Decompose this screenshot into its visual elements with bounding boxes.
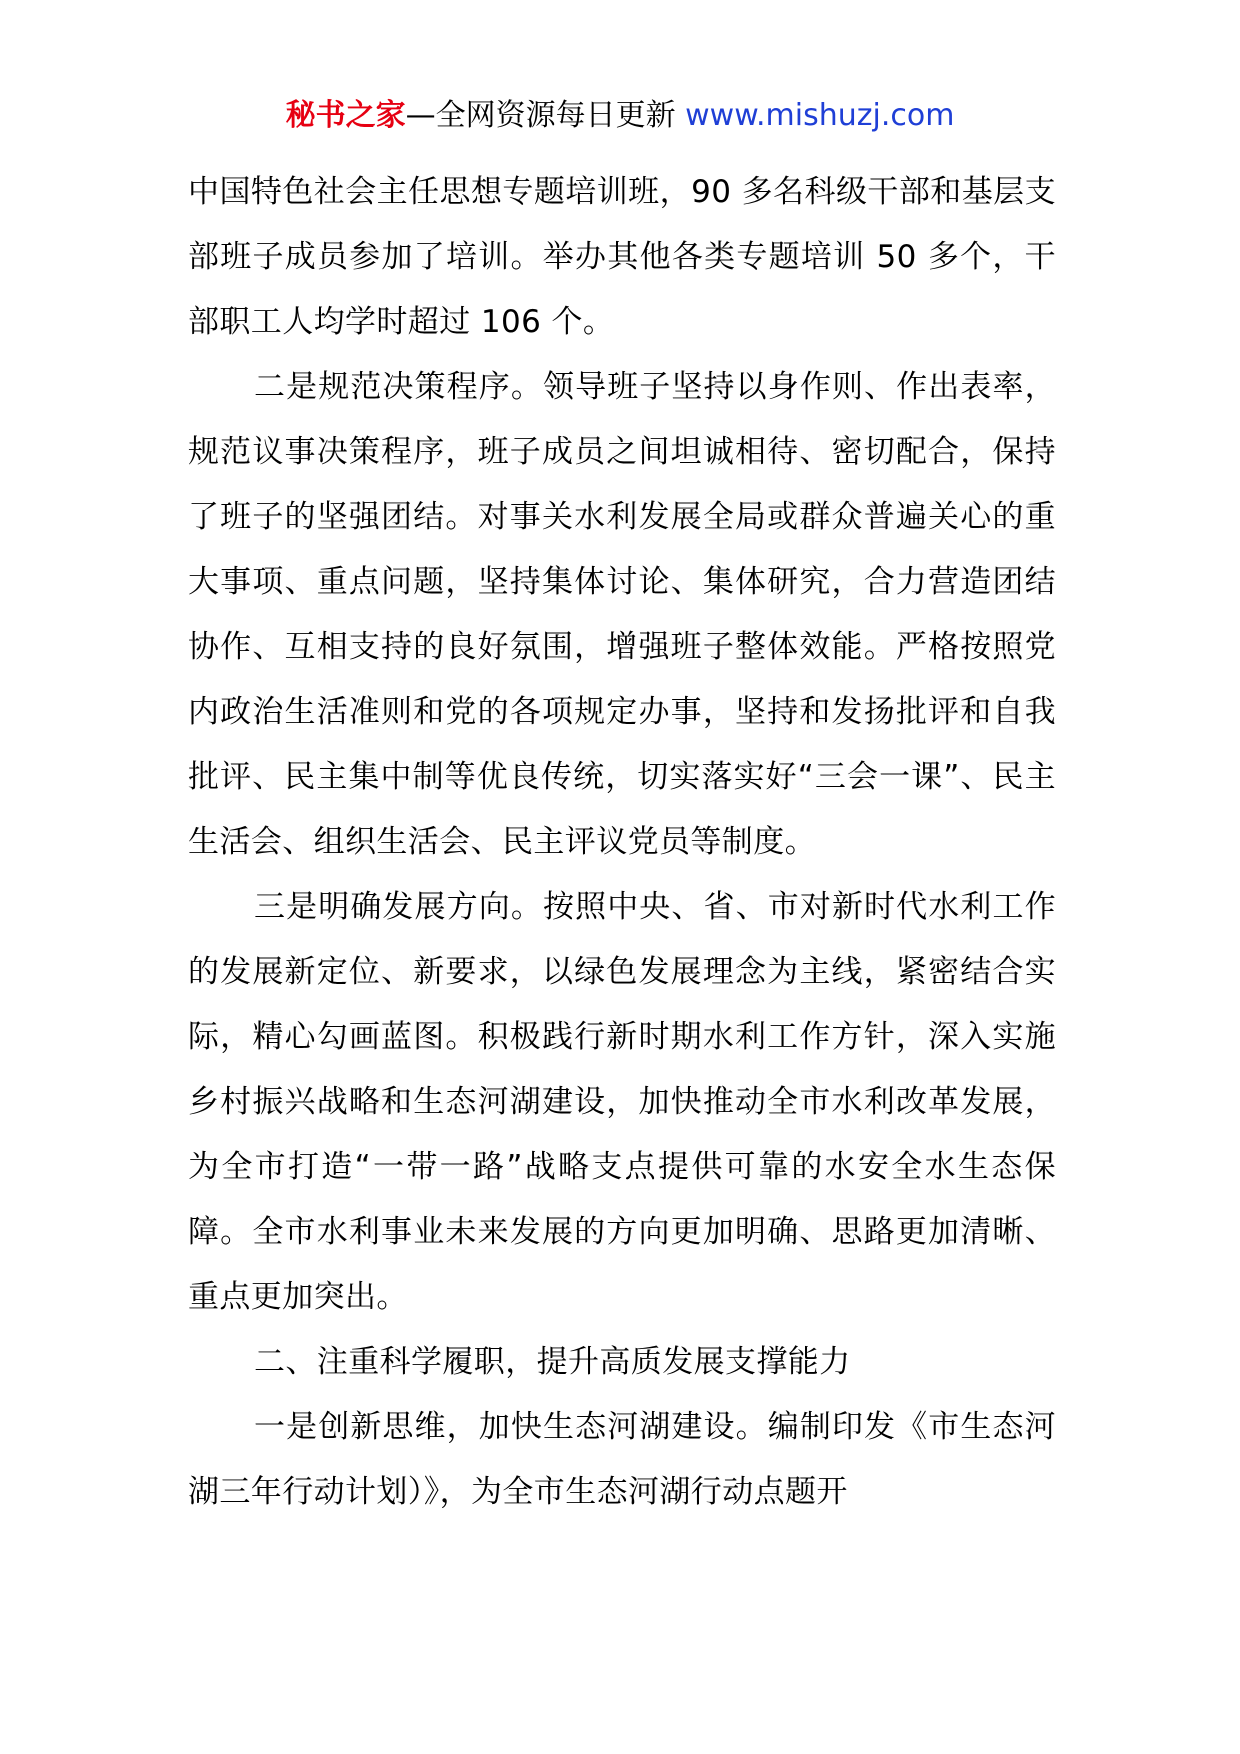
section-heading: 二、注重科学履职，提升高质发展支撑能力 bbox=[254, 1344, 851, 1380]
site-url-link[interactable]: www.mishuzj.com bbox=[685, 98, 955, 133]
site-header bbox=[0, 96, 1240, 136]
site-brand: 秘书之家 bbox=[285, 98, 406, 133]
paragraph-development-direction: 三是明确发展方向。按照中央、省、市对新时代水利工作的发展新定位、新要求，以绿色发展理念为主线，紧密结合实际，精心勾画蓝图。积极践行新时期水利工作方针，深入实施乡村振兴战略和生态河湖建设，加快推动全市水利改革发展，为全市打造“一带一路”战略支点提供可靠的水安全水生态保障。全市水利事业未来发展的方向更加明确、思路更加清晰、重点更加突出。 bbox=[188, 889, 1056, 1315]
paragraph-decision-procedure: 二是规范决策程序。领导班子坚持以身作则、作出表率，规范议事决策程序，班子成员之间坦诚相待、密切配合，保持了班子的坚强团结。对事关水利发展全局或群众普遍关心的重大事项、重点问题，坚持集体讨论、集体研究，合力营造团结协作、互相支持的良好氛围，增强班子整体效能。严格按照党内政治生活准则和党的各项规定办事，坚持和发扬批评和自我批评、民主集中制等优良传统，切实落实好“三会一课”、民主生活会、组织生活会、民主评议党员等制度。 bbox=[188, 369, 1056, 860]
document-body bbox=[188, 160, 1056, 1525]
paragraph-eco-river-lake: 一是创新思维，加快生态河湖建设。编制印发《市生态河湖三年行动计划）》，为全市生态河湖行动点题开 bbox=[188, 1409, 1056, 1510]
site-tagline: —全网资源每日更新 bbox=[405, 98, 676, 133]
paragraph-continuation: 中国特色社会主任思想专题培训班，90 多名科级干部和基层支部班子成员参加了培训。举办其他各类专题培训 50 多个，干部职工人均学时超过 106 个。 bbox=[188, 174, 1056, 340]
